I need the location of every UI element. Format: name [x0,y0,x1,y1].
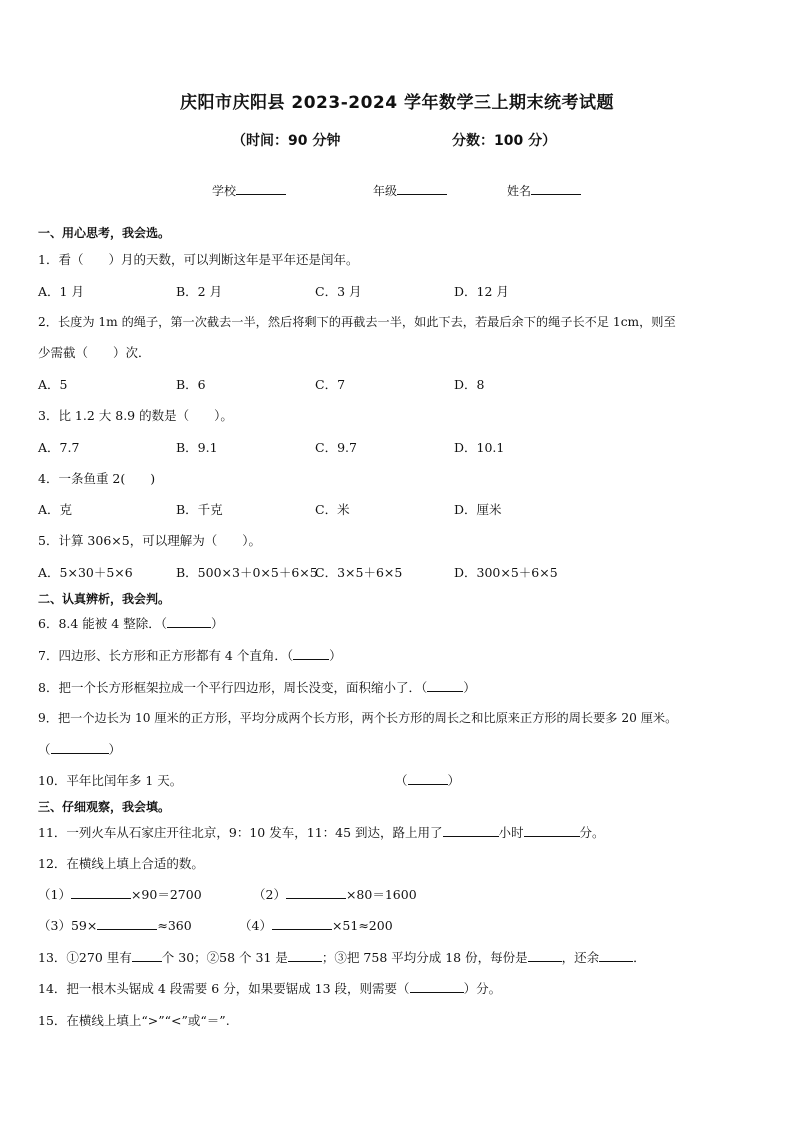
q12-p4-expr: ×51≈200 [331,918,393,933]
school-label: 学校 [212,184,237,198]
q13-blank-3[interactable] [528,950,562,962]
q13-text-6: ，还余 [561,950,600,965]
q14-text: 14．把一根木头锯成 4 段需要 6 分，如果要锯成 13 段，则需要（ [38,981,410,996]
q13-circle-1: ① [66,950,79,965]
q13-circle-2: ② [206,950,220,965]
q9-answer-line [38,740,121,758]
q6-line [38,614,223,632]
q13-text-4: ； [321,950,335,965]
grade-label: 年级 [373,184,398,198]
exam-title: 庆阳市庆阳县 2023-2024 学年数学三上期末统考试题 [179,93,615,113]
q1-stem: 1．看（ ）月的天数，可以判断这年是平年还是闰年。 [38,252,359,267]
q13-text-7: ． [633,950,646,965]
q12-part-1 [38,885,202,903]
q3-stem: 3．比 1.2 大 8.9 的数是（ ）。 [38,408,233,423]
q12-p4-label: （4） [239,918,272,933]
q3-option-b[interactable]: B．9.1 [176,440,218,455]
q12-p1-label: （1） [38,887,71,902]
q7-answer-blank[interactable] [293,648,329,660]
q10-answer-blank[interactable] [408,773,448,785]
q5-option-a[interactable]: A．5×30＋5×6 [38,565,133,580]
q12-p3-blank[interactable] [97,918,157,930]
q4-stem: 4．一条鱼重 2( ) [38,471,156,486]
q2-option-a[interactable]: A．5 [38,377,68,392]
q9-text: 9．把一个边长为 10 厘米的正方形，平均分成两个长方形，两个长方形的周长之和比原来正方形的周长要多 20 厘米。 [38,711,678,725]
q12-part-3 [38,916,192,934]
q13-text-1: 270 里有 [78,950,132,965]
exam-score: 分数：100 分） [452,133,557,149]
q13-blank-1[interactable] [132,950,162,962]
q13-number: 13． [38,950,67,965]
q2-option-b[interactable]: B．6 [176,377,206,392]
q13-text-2: 个 30； [161,950,207,965]
q13-text-3: 58 个 31 是 [219,950,288,965]
q13-circle-3: ③ [334,950,347,965]
school-blank[interactable] [236,182,286,195]
q12-p2-label: （2） [253,887,286,902]
q10-answer [395,771,460,789]
q12-part-2 [253,885,417,903]
q13-blank-4[interactable] [599,950,633,962]
q5-stem: 5．计算 306×5，可以理解为（ ）。 [38,533,261,548]
q6-answer-blank[interactable] [167,616,211,628]
name-field[interactable] [507,182,581,199]
q2-option-c[interactable]: C．7 [315,377,346,392]
section-1-heading: 一、用心思考，我会选。 [38,226,171,240]
grade-blank[interactable] [397,182,447,195]
name-label: 姓名 [507,184,532,198]
q12-p3-label: （3）59× [38,918,98,933]
q9-open: （ [38,742,51,757]
q11-hours-label: 小时 [498,825,524,840]
grade-field[interactable] [373,182,447,199]
q12-p2-blank[interactable] [286,887,346,899]
q6-text: 6．8.4 能被 4 整除．（ [38,616,167,631]
q12-p1-blank[interactable] [71,887,131,899]
q11-text: 11．一列火车从石家庄开往北京，9：10 发车，11：45 到达，路上用了 [38,825,443,840]
q13-text-5: 把 758 平均分成 18 份，每份是 [346,950,528,965]
q9-close: ） [108,742,122,757]
q4-option-a[interactable]: A．克 [38,502,73,517]
q9-answer-blank[interactable] [51,742,109,754]
q14-answer-blank[interactable] [410,981,464,993]
q4-option-b[interactable]: B．千克 [176,502,223,517]
q1-option-d[interactable]: D．12 月 [454,284,509,299]
q12-p3-expr: ≈360 [157,918,192,933]
school-field[interactable] [212,182,286,199]
q7-close: ） [329,648,342,663]
q12-p1-expr: ×90＝2700 [130,887,202,902]
q14-line [38,979,501,997]
q8-text: 8．把一个长方形框架拉成一个平行四边形，周长没变，面积缩小了．（ [38,680,428,695]
q11-hours-blank[interactable] [443,825,499,837]
q8-line [38,678,476,696]
q2-stem-line1: 2．长度为 1m 的绳子，第一次截去一半，然后将剩下的再截去一半，如此下去，若最后余下的绳子长不足 1cm，则至 [38,315,676,329]
section-3-heading: 三、仔细观察，我会填。 [38,800,171,814]
section-2-heading: 二、认真辨析，我会判。 [38,592,171,606]
q8-answer-blank[interactable] [427,680,463,692]
q5-option-c[interactable]: C．3×5＋6×5 [315,565,403,580]
q11-minutes-blank[interactable] [524,825,580,837]
q3-option-c[interactable]: C．9.7 [315,440,357,455]
q3-option-d[interactable]: D．10.1 [454,440,505,455]
q1-option-b[interactable]: B．2 月 [176,284,223,299]
q5-option-d[interactable]: D．300×5＋6×5 [454,565,558,580]
exam-time: （时间：90 分钟 [232,133,341,149]
name-blank[interactable] [531,182,581,195]
q10-close: ） [447,773,461,788]
q4-option-c[interactable]: C．米 [315,502,350,517]
q3-option-a[interactable]: A．7.7 [38,440,80,455]
q5-option-b[interactable]: B．500×3＋0×5＋6×5 [176,565,318,580]
q7-text: 7．四边形、长方形和正方形都有 4 个直角．（ [38,648,294,663]
q12-part-4 [239,916,393,934]
q6-close: ） [210,616,224,631]
q10-open: （ [395,773,408,788]
q7-line [38,646,342,664]
q4-option-d[interactable]: D．厘米 [454,502,502,517]
q11-line [38,823,605,841]
q2-stem-line2: 少需截（ ）次． [38,345,151,360]
q1-option-c[interactable]: C．3 月 [315,284,362,299]
q13-blank-2[interactable] [288,950,322,962]
q1-option-a[interactable]: A．1 月 [38,284,84,299]
q12-stem: 12．在横线上填上合适的数。 [38,856,204,871]
q8-close: ） [463,680,476,695]
q11-minutes-label: 分。 [579,825,605,840]
q2-option-d[interactable]: D．8 [454,377,485,392]
q14-close: ）分。 [463,981,502,996]
q15-stem: 15．在横线上填上“>”“<”或“＝”. [38,1013,230,1028]
q12-p4-blank[interactable] [272,918,332,930]
q13-line [38,948,646,966]
q10-text: 10．平年比闰年多 1 天。 [38,773,183,788]
q12-p2-expr: ×80＝1600 [345,887,417,902]
